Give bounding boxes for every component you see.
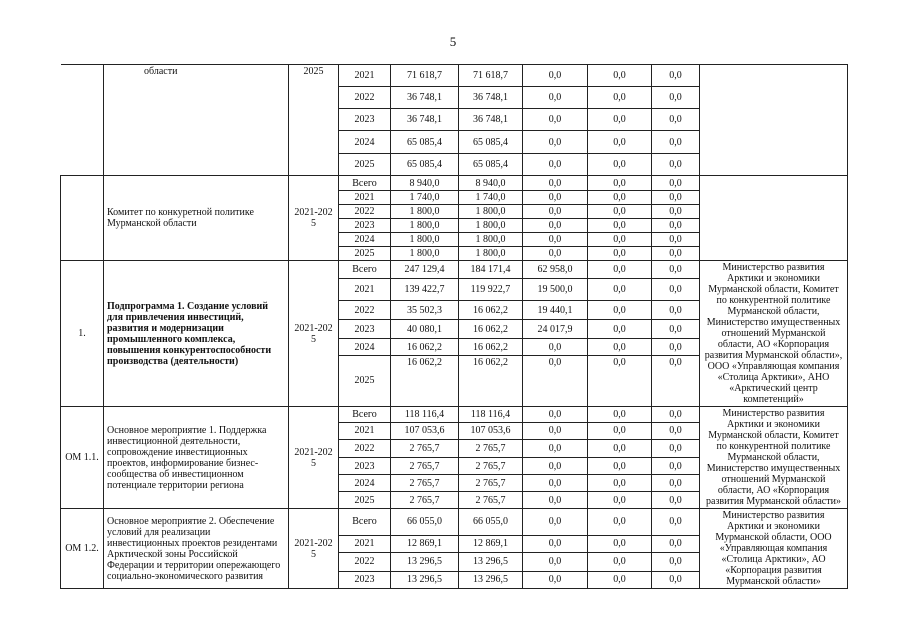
amount-cell: 0,0 bbox=[652, 492, 700, 509]
amount-cell: 35 502,3 bbox=[391, 301, 459, 320]
amount-cell: 107 053,6 bbox=[459, 422, 523, 439]
amount-cell: 0,0 bbox=[523, 233, 588, 247]
amount-cell: 0,0 bbox=[588, 458, 652, 475]
amount-cell: 36 748,1 bbox=[391, 109, 459, 131]
amount-cell: 0,0 bbox=[523, 339, 588, 356]
year-cell: Всего bbox=[339, 261, 391, 279]
amount-cell: 0,0 bbox=[652, 154, 700, 176]
amount-cell: 0,0 bbox=[652, 355, 700, 406]
amount-cell: 36 748,1 bbox=[391, 87, 459, 109]
amount-cell: 2 765,7 bbox=[459, 475, 523, 492]
year-cell: 2023 bbox=[339, 571, 391, 588]
amount-cell: 0,0 bbox=[523, 205, 588, 219]
amount-cell: 13 296,5 bbox=[391, 553, 459, 572]
year-cell: 2024 bbox=[339, 233, 391, 247]
amount-cell: 0,0 bbox=[523, 176, 588, 191]
amount-cell: 16 062,2 bbox=[459, 339, 523, 356]
period-cell: 2025 bbox=[289, 65, 339, 176]
amount-cell: 0,0 bbox=[588, 535, 652, 552]
amount-cell: 1 800,0 bbox=[459, 233, 523, 247]
amount-cell: 0,0 bbox=[523, 439, 588, 457]
amount-cell: 16 062,2 bbox=[391, 339, 459, 356]
responsible-executors bbox=[700, 176, 848, 261]
year-cell: 2023 bbox=[339, 458, 391, 475]
amount-cell: 0,0 bbox=[588, 422, 652, 439]
amount-cell: 0,0 bbox=[523, 492, 588, 509]
amount-cell: 118 116,4 bbox=[459, 407, 523, 423]
amount-cell: 65 085,4 bbox=[391, 131, 459, 154]
year-cell: 2023 bbox=[339, 219, 391, 233]
amount-cell: 1 740,0 bbox=[391, 191, 459, 205]
responsible-executors: Министерство развития Арктики и экономики Мурманской области, Комитет по конкурентной политике Мурманской области, Министерство имущественных отношений Мурманской области, АО «Корпорация развития Мурманской области» bbox=[700, 407, 848, 509]
period-cell: 2021-2025 bbox=[289, 261, 339, 407]
amount-cell: 2 765,7 bbox=[391, 458, 459, 475]
amount-cell: 0,0 bbox=[652, 553, 700, 572]
amount-cell: 1 800,0 bbox=[459, 247, 523, 261]
amount-cell: 66 055,0 bbox=[459, 509, 523, 536]
amount-cell: 2 765,7 bbox=[459, 492, 523, 509]
year-cell: 2022 bbox=[339, 301, 391, 320]
activity-name: Основное мероприятие 2. Обеспечение условий для реализации инвестиционных проектов резидентами Арктической зоны Российской Федерации и территории опережающего социально-экономического развития bbox=[104, 509, 289, 589]
amount-cell: 2 765,7 bbox=[459, 439, 523, 457]
amount-cell: 0,0 bbox=[523, 571, 588, 588]
amount-cell: 0,0 bbox=[588, 261, 652, 279]
year-cell: Всего bbox=[339, 176, 391, 191]
amount-cell: 0,0 bbox=[588, 109, 652, 131]
amount-cell: 0,0 bbox=[652, 301, 700, 320]
year-cell: 2025 bbox=[339, 154, 391, 176]
amount-cell: 0,0 bbox=[588, 87, 652, 109]
amount-cell: 0,0 bbox=[588, 205, 652, 219]
amount-cell: 0,0 bbox=[523, 458, 588, 475]
amount-cell: 184 171,4 bbox=[459, 261, 523, 279]
amount-cell: 71 618,7 bbox=[391, 65, 459, 87]
amount-cell: 65 085,4 bbox=[391, 154, 459, 176]
amount-cell: 19 440,1 bbox=[523, 301, 588, 320]
activity-name: Комитет по конкуретной политике Мурманской области bbox=[104, 176, 289, 261]
row-number: 1. bbox=[61, 261, 104, 407]
amount-cell: 0,0 bbox=[652, 261, 700, 279]
row-number bbox=[61, 176, 104, 261]
amount-cell: 0,0 bbox=[588, 407, 652, 423]
amount-cell: 0,0 bbox=[652, 176, 700, 191]
amount-cell: 0,0 bbox=[588, 339, 652, 356]
amount-cell: 24 017,9 bbox=[523, 320, 588, 339]
amount-cell: 0,0 bbox=[523, 191, 588, 205]
amount-cell: 0,0 bbox=[652, 87, 700, 109]
amount-cell: 0,0 bbox=[588, 65, 652, 87]
amount-cell: 1 800,0 bbox=[391, 205, 459, 219]
amount-cell: 0,0 bbox=[652, 571, 700, 588]
amount-cell: 0,0 bbox=[652, 339, 700, 356]
year-cell: 2022 bbox=[339, 205, 391, 219]
amount-cell: 0,0 bbox=[652, 65, 700, 87]
table-row bbox=[61, 261, 848, 279]
amount-cell: 0,0 bbox=[588, 233, 652, 247]
amount-cell: 0,0 bbox=[523, 109, 588, 131]
amount-cell: 0,0 bbox=[588, 247, 652, 261]
year-cell: Всего bbox=[339, 509, 391, 536]
amount-cell: 0,0 bbox=[652, 475, 700, 492]
amount-cell: 0,0 bbox=[523, 87, 588, 109]
amount-cell: 1 800,0 bbox=[391, 219, 459, 233]
amount-cell: 66 055,0 bbox=[391, 509, 459, 536]
year-cell: 2024 bbox=[339, 475, 391, 492]
amount-cell: 0,0 bbox=[588, 475, 652, 492]
amount-cell: 0,0 bbox=[588, 320, 652, 339]
responsible-executors: Министерство развития Арктики и экономики Мурманской области, ООО «Управляющая компания «Столица Арктики», АО «Корпорация развития Мурманской области» bbox=[700, 509, 848, 589]
amount-cell: 0,0 bbox=[588, 571, 652, 588]
activity-name: Подпрограмма 1. Создание условий для привлечения инвестиций, развития и модернизации промышленного комплекса, повышения конкурентоспособности производства (деятельности) bbox=[104, 261, 289, 407]
amount-cell: 0,0 bbox=[523, 219, 588, 233]
row-number: ОМ 1.2. bbox=[61, 509, 104, 589]
year-cell: 2021 bbox=[339, 422, 391, 439]
year-cell: 2024 bbox=[339, 131, 391, 154]
amount-cell: 0,0 bbox=[588, 553, 652, 572]
amount-cell: 119 922,7 bbox=[459, 278, 523, 301]
amount-cell: 0,0 bbox=[588, 131, 652, 154]
year-cell: 2025 bbox=[339, 247, 391, 261]
year-cell: 2021 bbox=[339, 278, 391, 301]
amount-cell: 0,0 bbox=[588, 355, 652, 406]
amount-cell: 0,0 bbox=[523, 422, 588, 439]
amount-cell: 12 869,1 bbox=[459, 535, 523, 552]
amount-cell: 0,0 bbox=[523, 535, 588, 552]
amount-cell: 0,0 bbox=[652, 439, 700, 457]
amount-cell: 107 053,6 bbox=[391, 422, 459, 439]
amount-cell: 0,0 bbox=[588, 439, 652, 457]
amount-cell: 65 085,4 bbox=[459, 154, 523, 176]
amount-cell: 0,0 bbox=[523, 553, 588, 572]
table-row bbox=[61, 407, 848, 423]
year-cell: 2022 bbox=[339, 87, 391, 109]
amount-cell: 118 116,4 bbox=[391, 407, 459, 423]
amount-cell: 247 129,4 bbox=[391, 261, 459, 279]
year-cell: 2024 bbox=[339, 339, 391, 356]
amount-cell: 0,0 bbox=[588, 509, 652, 536]
responsible-executors bbox=[700, 65, 848, 176]
amount-cell: 8 940,0 bbox=[459, 176, 523, 191]
amount-cell: 0,0 bbox=[652, 205, 700, 219]
year-cell: 2021 bbox=[339, 191, 391, 205]
financing-table bbox=[60, 64, 848, 589]
amount-cell: 0,0 bbox=[652, 131, 700, 154]
period-cell: 2021-2025 bbox=[289, 176, 339, 261]
amount-cell: 0,0 bbox=[652, 109, 700, 131]
amount-cell: 0,0 bbox=[523, 509, 588, 536]
amount-cell: 62 958,0 bbox=[523, 261, 588, 279]
amount-cell: 0,0 bbox=[652, 535, 700, 552]
period-cell: 2021-2025 bbox=[289, 407, 339, 509]
amount-cell: 0,0 bbox=[652, 320, 700, 339]
year-cell: 2025 bbox=[339, 492, 391, 509]
amount-cell: 1 800,0 bbox=[459, 219, 523, 233]
amount-cell: 0,0 bbox=[523, 475, 588, 492]
amount-cell: 0,0 bbox=[588, 492, 652, 509]
amount-cell: 1 800,0 bbox=[459, 205, 523, 219]
year-cell: 2025 bbox=[339, 355, 391, 406]
amount-cell: 0,0 bbox=[652, 407, 700, 423]
amount-cell: 0,0 bbox=[523, 65, 588, 87]
amount-cell: 1 800,0 bbox=[391, 233, 459, 247]
amount-cell: 0,0 bbox=[652, 278, 700, 301]
amount-cell: 1 800,0 bbox=[391, 247, 459, 261]
page-number: 5 bbox=[449, 34, 457, 49]
amount-cell: 0,0 bbox=[652, 233, 700, 247]
amount-cell: 0,0 bbox=[652, 247, 700, 261]
amount-cell: 2 765,7 bbox=[391, 475, 459, 492]
amount-cell: 19 500,0 bbox=[523, 278, 588, 301]
activity-name: области bbox=[104, 65, 289, 176]
year-cell: 2023 bbox=[339, 109, 391, 131]
amount-cell: 0,0 bbox=[588, 154, 652, 176]
amount-cell: 2 765,7 bbox=[391, 492, 459, 509]
amount-cell: 0,0 bbox=[588, 191, 652, 205]
activity-name: Основное мероприятие 1. Поддержка инвестиционной деятельности, сопровождение инвестиционных проектов, информирование бизнес-сообщества об инвестиционном потенциале территории региона bbox=[104, 407, 289, 509]
responsible-executors: Министерство развития Арктики и экономики Мурманской области, Комитет по конкурентной политике Мурманской области, Министерство имущественных отношений Мурманской области, АО «Корпорация развития Мурманской области», ООО «Управляющая компания «Столица Арктики», АНО «Арктический центр компетенций» bbox=[700, 261, 848, 407]
row-number bbox=[61, 65, 104, 176]
amount-cell: 0,0 bbox=[523, 131, 588, 154]
amount-cell: 0,0 bbox=[588, 301, 652, 320]
row-number: ОМ 1.1. bbox=[61, 407, 104, 509]
amount-cell: 13 296,5 bbox=[459, 571, 523, 588]
amount-cell: 8 940,0 bbox=[391, 176, 459, 191]
amount-cell: 71 618,7 bbox=[459, 65, 523, 87]
amount-cell: 0,0 bbox=[588, 219, 652, 233]
year-cell: 2022 bbox=[339, 439, 391, 457]
year-cell: 2021 bbox=[339, 535, 391, 552]
amount-cell: 12 869,1 bbox=[391, 535, 459, 552]
amount-cell: 16 062,2 bbox=[459, 320, 523, 339]
table-row bbox=[61, 509, 848, 536]
amount-cell: 13 296,5 bbox=[459, 553, 523, 572]
amount-cell: 0,0 bbox=[652, 191, 700, 205]
table-row bbox=[61, 65, 848, 87]
year-cell: Всего bbox=[339, 407, 391, 423]
amount-cell: 2 765,7 bbox=[391, 439, 459, 457]
year-cell: 2022 bbox=[339, 553, 391, 572]
amount-cell: 0,0 bbox=[652, 219, 700, 233]
amount-cell: 0,0 bbox=[523, 154, 588, 176]
amount-cell: 16 062,2 bbox=[391, 355, 459, 406]
amount-cell: 2 765,7 bbox=[459, 458, 523, 475]
amount-cell: 0,0 bbox=[523, 407, 588, 423]
amount-cell: 0,0 bbox=[652, 422, 700, 439]
amount-cell: 0,0 bbox=[588, 278, 652, 301]
period-cell: 2021-2025 bbox=[289, 509, 339, 589]
amount-cell: 0,0 bbox=[652, 458, 700, 475]
amount-cell: 0,0 bbox=[523, 247, 588, 261]
year-cell: 2021 bbox=[339, 65, 391, 87]
amount-cell: 36 748,1 bbox=[459, 109, 523, 131]
table-body bbox=[61, 65, 848, 589]
amount-cell: 0,0 bbox=[588, 176, 652, 191]
amount-cell: 1 740,0 bbox=[459, 191, 523, 205]
amount-cell: 16 062,2 bbox=[459, 355, 523, 406]
amount-cell: 0,0 bbox=[652, 509, 700, 536]
year-cell: 2023 bbox=[339, 320, 391, 339]
amount-cell: 40 080,1 bbox=[391, 320, 459, 339]
amount-cell: 36 748,1 bbox=[459, 87, 523, 109]
amount-cell: 16 062,2 bbox=[459, 301, 523, 320]
amount-cell: 13 296,5 bbox=[391, 571, 459, 588]
table-row bbox=[61, 176, 848, 191]
amount-cell: 0,0 bbox=[523, 355, 588, 406]
amount-cell: 139 422,7 bbox=[391, 278, 459, 301]
amount-cell: 65 085,4 bbox=[459, 131, 523, 154]
